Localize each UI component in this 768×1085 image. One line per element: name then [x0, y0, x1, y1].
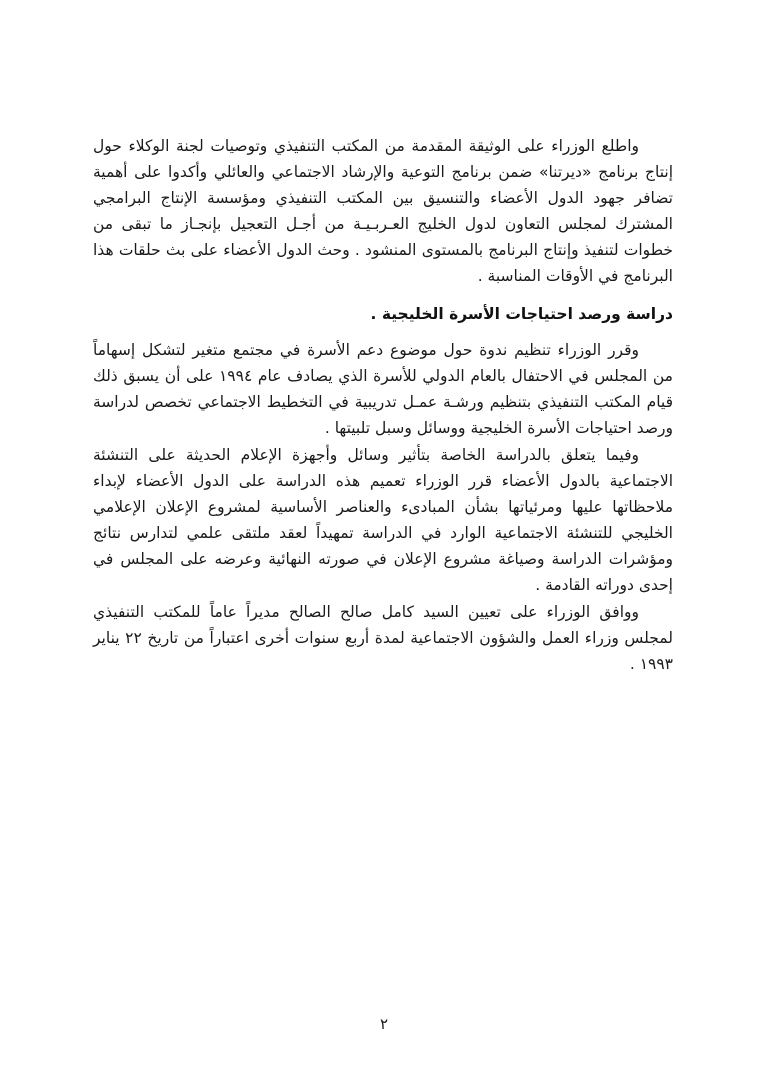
page-number: ٢ [379, 1015, 389, 1033]
paragraph-ministers-reviewed-document: واطلع الوزراء على الوثيقة المقدمة من المكتب التنفيذي وتوصيات لجنة الوكلاء حول إنتاج برنامج «ديرتنا» ضمن برنامج التوعية والإرشاد الاجتماعي والعائلي وأكدوا على أهمية تضافر جهود الدول الأعضاء والتنسيق بين المكتب التنفيذي ومؤسسة الإنتاج البرامجي المشترك لمجلس التعاون لدول الخليج العـربـيـة من أجـل التعجيل بإنجـاز ما تبقى من خطوات لتنفيذ وإنتاج البرنامج بالمستوى المنشود . وحث الدول الأعضاء على بث حلقات هذا البرنامج في الأوقات المناسبة . [93, 137, 673, 285]
paragraph-director-appointment: ووافق الوزراء على تعيين السيد كامل صالح الصالح مديراً عاماً للمكتب التنفيذي لمجلس وزراء العمل والشؤون الاجتماعية لمدة أربع سنوات أخرى اعتباراً من تاريخ ٢٢ يناير ١٩٩٣ . [93, 603, 673, 673]
paragraph-symposium-decision: وقرر الوزراء تنظيم ندوة حول موضوع دعم الأسرة في مجتمع متغير لتشكل إسهاماً من المجلس في الاحتفال بالعام الدولي للأسرة الذي يصادف عام ١٩٩٤ على أن يسبق ذلك قيام المكتب التنفيذي بتنظيم ورشـة عمـل تدريبية في التخطيط الاجتماعي تخصص لدراسة ورصد احتياجات الأسرة الخليجية ووسائل وسبل تلبيتها . [93, 341, 673, 437]
document-body [93, 133, 673, 678]
section-heading-gulf-family-needs: دراسة ورصد احتياجات الأسرة الخليجية . [370, 305, 673, 323]
paragraph-media-study: وفيما يتعلق بالدراسة الخاصة بتأثير وسائل وأجهزة الإعلام الحديثة على التنشئة الاجتماعية بالدول الأعضاء قرر الوزراء تعميم هذه الدراسة على الدول الأعضاء لإبداء ملاحظاتها عليها ومرئياتها بشأن المبادىء والعناصر الأساسية لمشروع الإعلان الإعلامي الخليجي للتنشئة الاجتماعية الوارد في الدراسة تمهيداً لعقد ملتقى علمي لتدارس نتائج ومؤشرات الدراسة وصياغة مشروع الإعلان في صورته النهائية وعرضه على المجلس في إحدى دوراته القادمة . [93, 446, 673, 594]
